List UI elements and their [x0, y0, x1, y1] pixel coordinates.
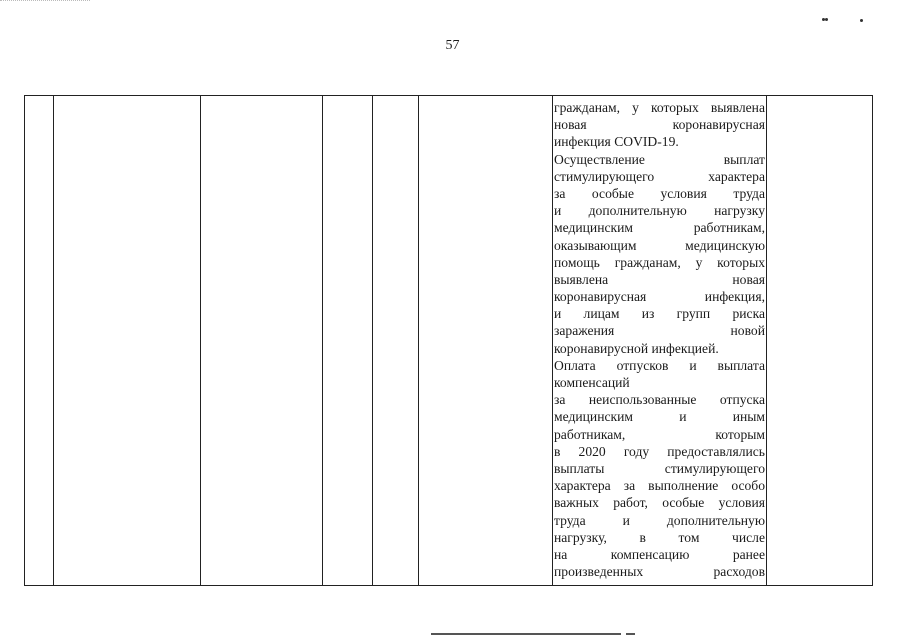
cell-text-line: Оплата отпусков и выплата	[554, 357, 765, 373]
cell-text-line: важных работ, особые условия	[554, 495, 765, 511]
column-divider	[766, 96, 767, 585]
cell-text-line: компенсаций	[554, 375, 630, 390]
column-divider	[372, 96, 373, 585]
cell-text-line: новая коронавирусная	[554, 117, 765, 133]
column-divider	[53, 96, 54, 585]
cell-text-line: заражения новой	[554, 323, 765, 339]
cell-text-line: гражданам, у которых выявлена	[554, 100, 765, 115]
cell-text-line: медицинским работникам,	[554, 220, 765, 236]
cell-text-line: помощь гражданам, у которых	[554, 254, 765, 270]
cell-text-line: коронавирусной инфекцией.	[554, 340, 719, 356]
cell-text-line: на компенсацию ранее	[554, 546, 765, 562]
cell-text-line: за неиспользованные отпуска	[554, 392, 765, 408]
scan-mark	[860, 19, 863, 22]
cell-text-line: характера за выполнение особо	[554, 478, 765, 494]
bottom-line	[431, 633, 621, 635]
cell-text-line: и дополнительную нагрузку	[554, 203, 765, 219]
scan-marks	[816, 14, 876, 24]
cell-text-line: Осуществление выплат	[554, 151, 765, 167]
column-divider	[200, 96, 201, 585]
cell-text-line: труда и дополнительную	[554, 512, 765, 528]
cell-text-line: работникам, которым	[554, 426, 765, 442]
cell-text-line: нагрузку, в том числе	[554, 529, 765, 545]
cell-text-line: за особые условия труда	[554, 185, 765, 201]
page-number: 57	[445, 38, 460, 53]
column-divider	[418, 96, 419, 585]
cell-text-line: произведенных расходов	[554, 564, 765, 580]
cell-text-line: коронавирусная инфекция,	[554, 289, 765, 305]
cell-text-line: инфекция COVID-19.	[554, 134, 679, 150]
scan-mark	[825, 18, 828, 21]
cell-text-line: выявлена новая	[554, 271, 765, 287]
event-description-cell	[554, 99, 765, 580]
cell-text-line: стимулирующего характера	[554, 168, 765, 184]
column-divider	[322, 96, 323, 585]
cell-text-line: медицинским и иным	[554, 409, 765, 425]
document-table	[24, 95, 873, 586]
scan-artifact	[0, 0, 90, 5]
cell-text-line: выплаты стимулирующего	[554, 460, 765, 476]
cell-text-line: в 2020 году предоставлялись	[554, 443, 765, 459]
cell-text-line: оказывающим медицинскую	[554, 237, 765, 253]
column-divider	[552, 96, 553, 585]
bottom-line	[626, 633, 635, 635]
cell-text-line: и лицам из групп риска	[554, 306, 765, 322]
